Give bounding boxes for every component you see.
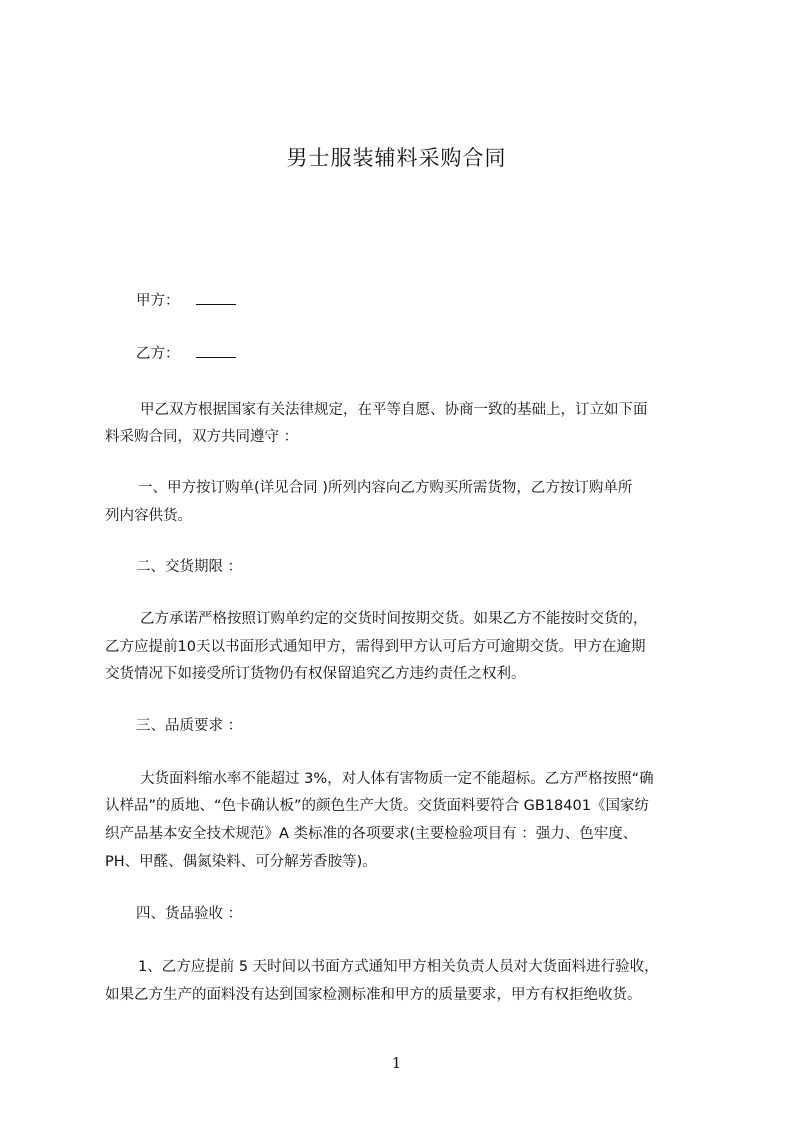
- party-b-blank: [196, 343, 236, 358]
- party-b-line: [136, 343, 731, 365]
- party-b-label: 乙方：: [136, 346, 180, 362]
- section-heading: 二、交货期限 ：: [136, 559, 243, 575]
- paragraph-line: 大货面料缩水率不能超过 3%，对人体有害物质一定不能超标。乙方严格按照“确: [140, 771, 654, 787]
- party-a-blank: [196, 290, 236, 305]
- clause-line: 列内容供货。: [105, 508, 192, 524]
- paragraph-line: 乙方承诺严格按照订购单约定的交货时间按期交货。如果乙方不能按时交货的，: [140, 611, 648, 627]
- party-a-line: [136, 290, 731, 312]
- paragraph-line: 如果乙方生产的面料没有达到国家检测标准和甲方的质量要求，甲方有权拒绝收货。: [105, 987, 642, 1003]
- party-a-label: 甲方：: [136, 293, 180, 309]
- page-title: 男士服装辅料采购合同: [286, 146, 507, 170]
- paragraph-line: 乙方应提前10天以书面形式通知甲方，需得到甲方认可后方可逾期交货。甲方在逾期: [105, 639, 646, 655]
- paragraph-line: 甲乙双方根据国家有关法律规定，在平等自愿、协商一致的基础上，订立如下面: [140, 402, 648, 418]
- clause-line: 一、甲方按订购单(详见合同 )所列内容向乙方购买所需货物，乙方按订购单所: [138, 480, 633, 496]
- paragraph-line: 织产品基本安全技术规范》A 类标准的各项要求(主要检验项目有 ：强力、色牢度、: [105, 826, 638, 842]
- paragraph-line: 料采购合同，双方共同遵守 ：: [105, 429, 299, 445]
- paragraph-line: 交货情况下如接受所订货物仍有权保留追究乙方违约责任之权利。: [105, 666, 526, 682]
- paragraph-line: PH、甲醛、偶氮染料、可分解芳香胺等)。: [105, 854, 377, 870]
- paragraph-line: 认样品”的质地、“色卡确认板”的颜色生产大货。交货面料要符合 GB18401《国家纺: [105, 798, 649, 814]
- paragraph-line: 1、乙方应提前 5 天时间以书面方式通知甲方相关负责人员对大货面料进行验收，: [138, 959, 659, 975]
- section-heading: 三、品质要求 ：: [136, 718, 243, 734]
- section-heading: 四、货品验收 ：: [136, 906, 243, 922]
- page-number: 1: [391, 1054, 402, 1072]
